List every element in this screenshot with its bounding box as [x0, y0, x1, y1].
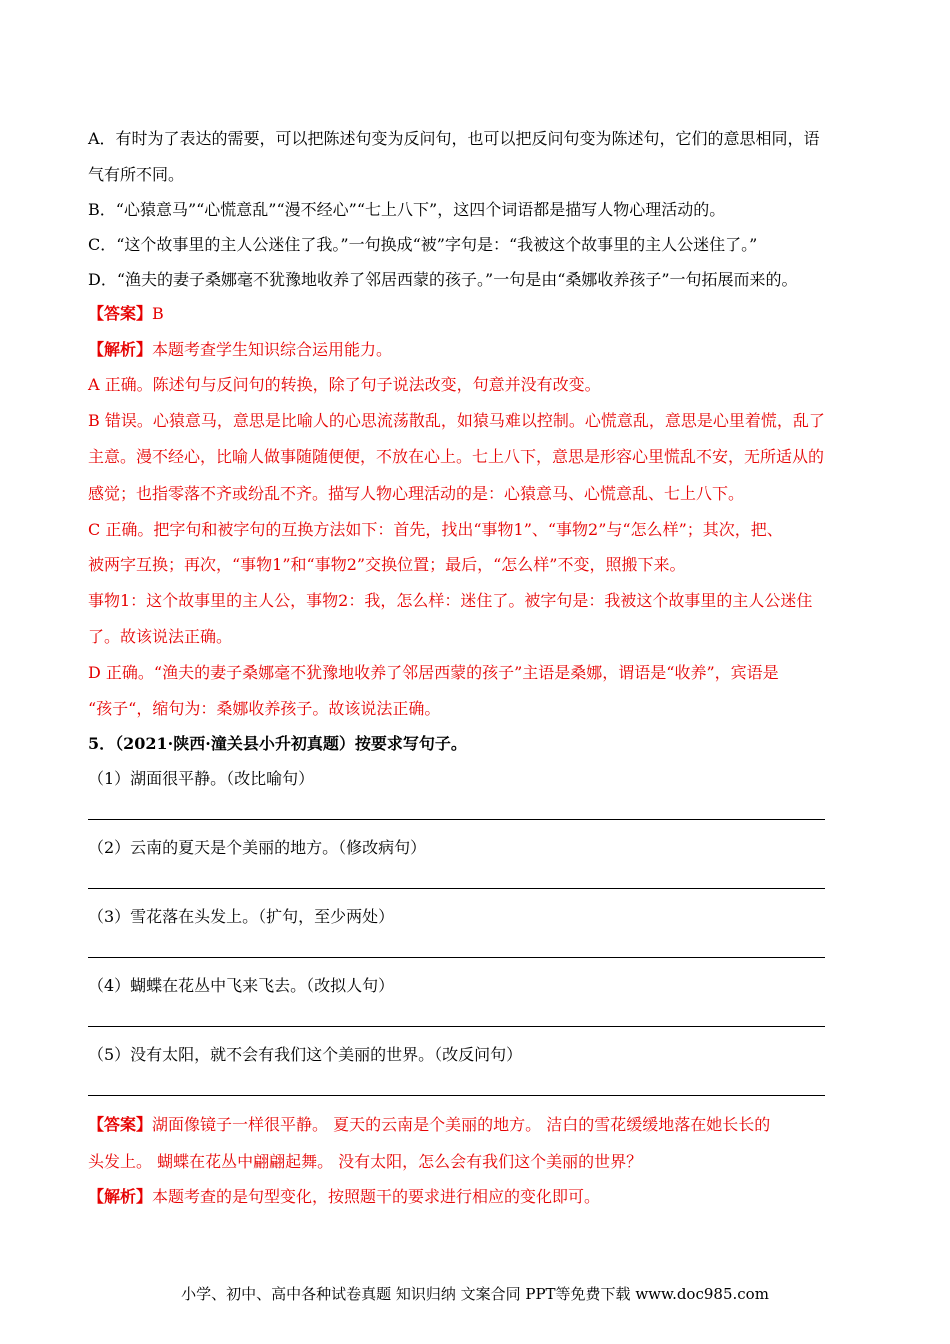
- answer-blank-line[interactable]: [88, 888, 825, 889]
- analysis-label: 【解析】: [88, 340, 153, 359]
- analysis-line: “孩子“，缩句为：桑娜收养孩子。故该说法正确。: [88, 699, 441, 718]
- option-a-line2: 气有所不同。: [88, 165, 185, 184]
- answer-label: 【答案】: [88, 304, 153, 323]
- q5-prompt: 按要求写句子。: [354, 734, 467, 753]
- analysis-line: B 错误。心猿意马，意思是比喻人的心思流荡散乱，如猿马难以控制。心慌意乱，意思是心里着慌，乱了: [88, 411, 825, 430]
- answer-text: 湖面像镜子一样很平静。 夏天的云南是个美丽的地方。 洁白的雪花缓缓地落在她长长的: [152, 1115, 771, 1134]
- q5-answer-line2: 头发上。 蝴蝶在花丛中翩翩起舞。 没有太阳，怎么会有我们这个美丽的世界？: [88, 1152, 643, 1171]
- analysis-line: 主意。漫不经心，比喻人做事随随便便，不放在心上。七上八下，意思是形容心里慌乱不安，无所适从的: [88, 447, 825, 466]
- analysis-line: A 正确。陈述句与反问句的转换，除了句子说法改变，句意并没有改变。: [88, 375, 601, 394]
- q5-number: 5．: [88, 734, 116, 753]
- analysis-line: 感觉；也指零落不齐或纷乱不齐。描写人物心理活动的是：心猿意马、心慌意乱、七上八下。: [88, 484, 745, 503]
- q5-item-4: （4）蝴蝶在花丛中飞来飞去。（改拟人句）: [88, 976, 395, 995]
- option-c: C．“这个故事里的主人公迷住了我。”一句换成“被”字句是：“我被这个故事里的主人公迷住了。”: [88, 235, 758, 254]
- page-footer: 小学、初中、高中各种试卷真题 知识归纳 文案合同 PPT等免费下载 www.doc985.com: [181, 1285, 769, 1303]
- analysis-line: 被两字互换；再次，“事物1”和“事物2”交换位置；最后，“怎么样”不变，照搬下来。: [88, 555, 686, 574]
- answer-blank-line[interactable]: [88, 957, 825, 958]
- analysis-line: C 正确。把字句和被字句的互换方法如下：首先，找出“事物1”、“事物2”与“怎么样”；其次，把、: [88, 520, 783, 539]
- q5-heading: [88, 733, 467, 755]
- option-d: D．“渔夫的妻子桑娜毫不犹豫地收养了邻居西蒙的孩子。”一句是由“桑娜收养孩子”一句拓展而来的。: [88, 270, 798, 289]
- answer-blank-line[interactable]: [88, 1095, 825, 1096]
- q5-item-2: （2）云南的夏天是个美丽的地方。（修改病句）: [88, 838, 427, 857]
- option-a-line1: A．有时为了表达的需要，可以把陈述句变为反问句，也可以把反问句变为陈述句，它们的意思相同，语: [88, 129, 820, 148]
- answer-value: B: [152, 304, 164, 323]
- q4-analysis-intro: [88, 339, 392, 361]
- q5-item-5: （5）没有太阳，就不会有我们这个美丽的世界。（改反问句）: [88, 1045, 523, 1064]
- analysis-label: 【解析】: [88, 1187, 153, 1206]
- q5-source: （2021·陕西·潼关县小升初真题）: [115, 734, 355, 753]
- analysis-intro: 本题考查学生知识综合运用能力。: [152, 340, 393, 359]
- answer-blank-line[interactable]: [88, 819, 825, 820]
- q5-item-1: （1）湖面很平静。（改比喻句）: [88, 769, 315, 788]
- option-b: B．“心猿意马”“心慌意乱”“漫不经心”“七上八下”，这四个词语都是描写人物心理活动的。: [88, 200, 726, 219]
- q4-answer: [88, 303, 164, 325]
- answer-label: 【答案】: [88, 1115, 153, 1134]
- answer-blank-line[interactable]: [88, 1026, 825, 1027]
- q5-item-3: （3）雪花落在头发上。（扩句，至少两处）: [88, 907, 395, 926]
- analysis-line: 了。故该说法正确。: [88, 627, 233, 646]
- q5-answer-line1: [88, 1114, 770, 1136]
- q5-analysis: [88, 1186, 600, 1208]
- analysis-line: 事物1：这个故事里的主人公，事物2：我，怎么样：迷住了。被字句是：我被这个故事里的主人公迷住: [88, 591, 813, 610]
- analysis-line: D 正确。“渔夫的妻子桑娜毫不犹豫地收养了邻居西蒙的孩子”主语是桑娜，谓语是“收养”，宾语是: [88, 663, 779, 682]
- analysis-text: 本题考查的是句型变化，按照题干的要求进行相应的变化即可。: [152, 1187, 601, 1206]
